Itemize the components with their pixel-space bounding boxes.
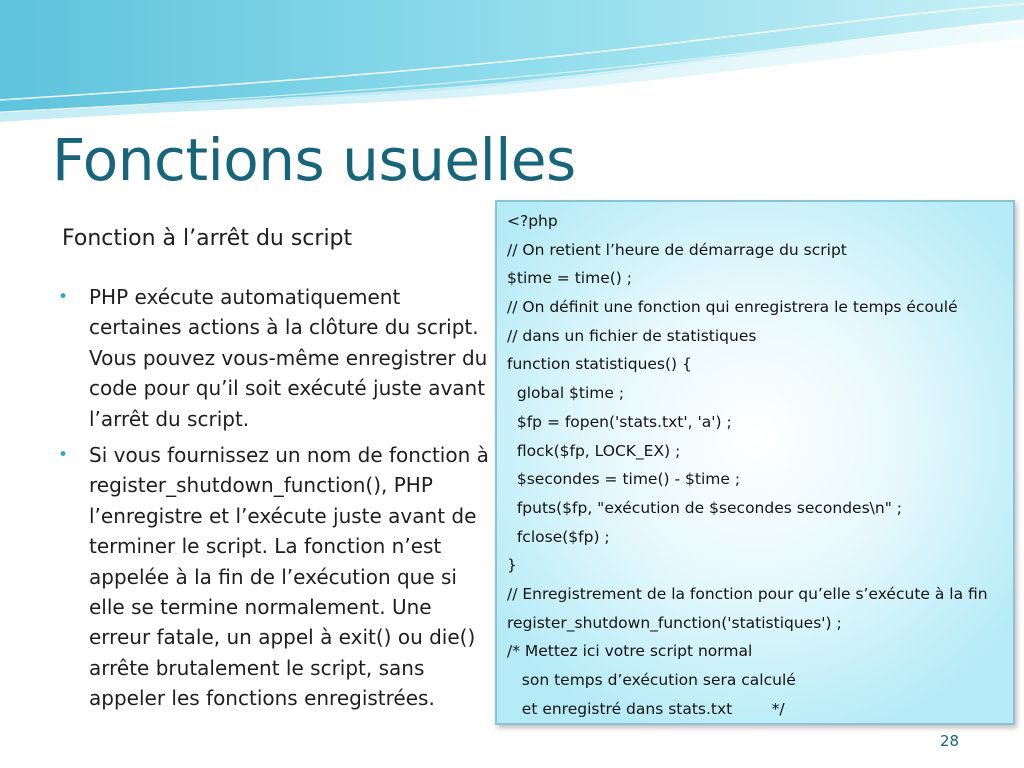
code-line: $time = time() ; xyxy=(507,269,632,288)
code-line: $secondes = time() - $time ; xyxy=(507,470,741,489)
code-line: fputs($fp, "exécution de $secondes secondes\n" ; xyxy=(507,498,902,517)
code-line: function statistiques() { xyxy=(507,355,692,374)
code-line: global $time ; xyxy=(507,384,625,403)
bullet-text: PHP exécute automatiquement certaines actions à la clôture du script. Vous pouvez vous-même enregistrer du code pour qu’il soit exécuté juste avant l’arrêt du script. xyxy=(89,285,488,431)
page-number: 28 xyxy=(940,732,960,750)
code-line: $fp = fopen('stats.txt', 'a') ; xyxy=(507,412,732,431)
slide-subtitle: Fonction à l’arrêt du script xyxy=(62,226,353,251)
code-line: // Enregistrement de la fonction pour qu’elle s’exécute à la fin xyxy=(507,584,988,603)
code-line: // On retient l’heure de démarrage du script xyxy=(507,240,847,259)
code-line: // dans un fichier de statistiques xyxy=(507,326,757,345)
bullet-dot-icon: • xyxy=(58,287,69,307)
code-line: // On définit une fonction qui enregistrera le temps écoulé xyxy=(507,298,958,317)
header-wave-decoration xyxy=(0,0,1024,130)
code-box xyxy=(495,200,1015,725)
slide-title: Fonctions usuelles xyxy=(52,126,576,194)
bullet-dot-icon: • xyxy=(58,445,69,466)
code-line: son temps d’exécution sera calculé xyxy=(507,671,796,689)
code-line: } xyxy=(507,556,517,575)
bullet-text: Si vous fournissez un nom de fonction à register_shutdown_function(), PHP l’enregistre et l’exécute juste avant de terminer le script. La fonction n’est appelée à la fin de l’exécution que si elle se termine normalement. Une erreur fatale, un appel à exit() ou die() arrête brutalement le script, sans appeler les fonctions enregistrées. xyxy=(89,443,489,711)
code-line: register_shutdown_function('statistiques') ; xyxy=(507,613,842,632)
code-line: flock($fp, LOCK_EX) ; xyxy=(507,441,681,460)
code-line: <?php xyxy=(507,212,558,230)
code-line: et enregistré dans stats.txt */ xyxy=(507,699,785,718)
bullet-item xyxy=(56,282,496,434)
bullet-item xyxy=(56,440,496,714)
bullet-list xyxy=(56,282,496,720)
code-line: fclose($fp) ; xyxy=(507,527,610,546)
code-line: /* Mettez ici votre script normal xyxy=(507,642,753,661)
